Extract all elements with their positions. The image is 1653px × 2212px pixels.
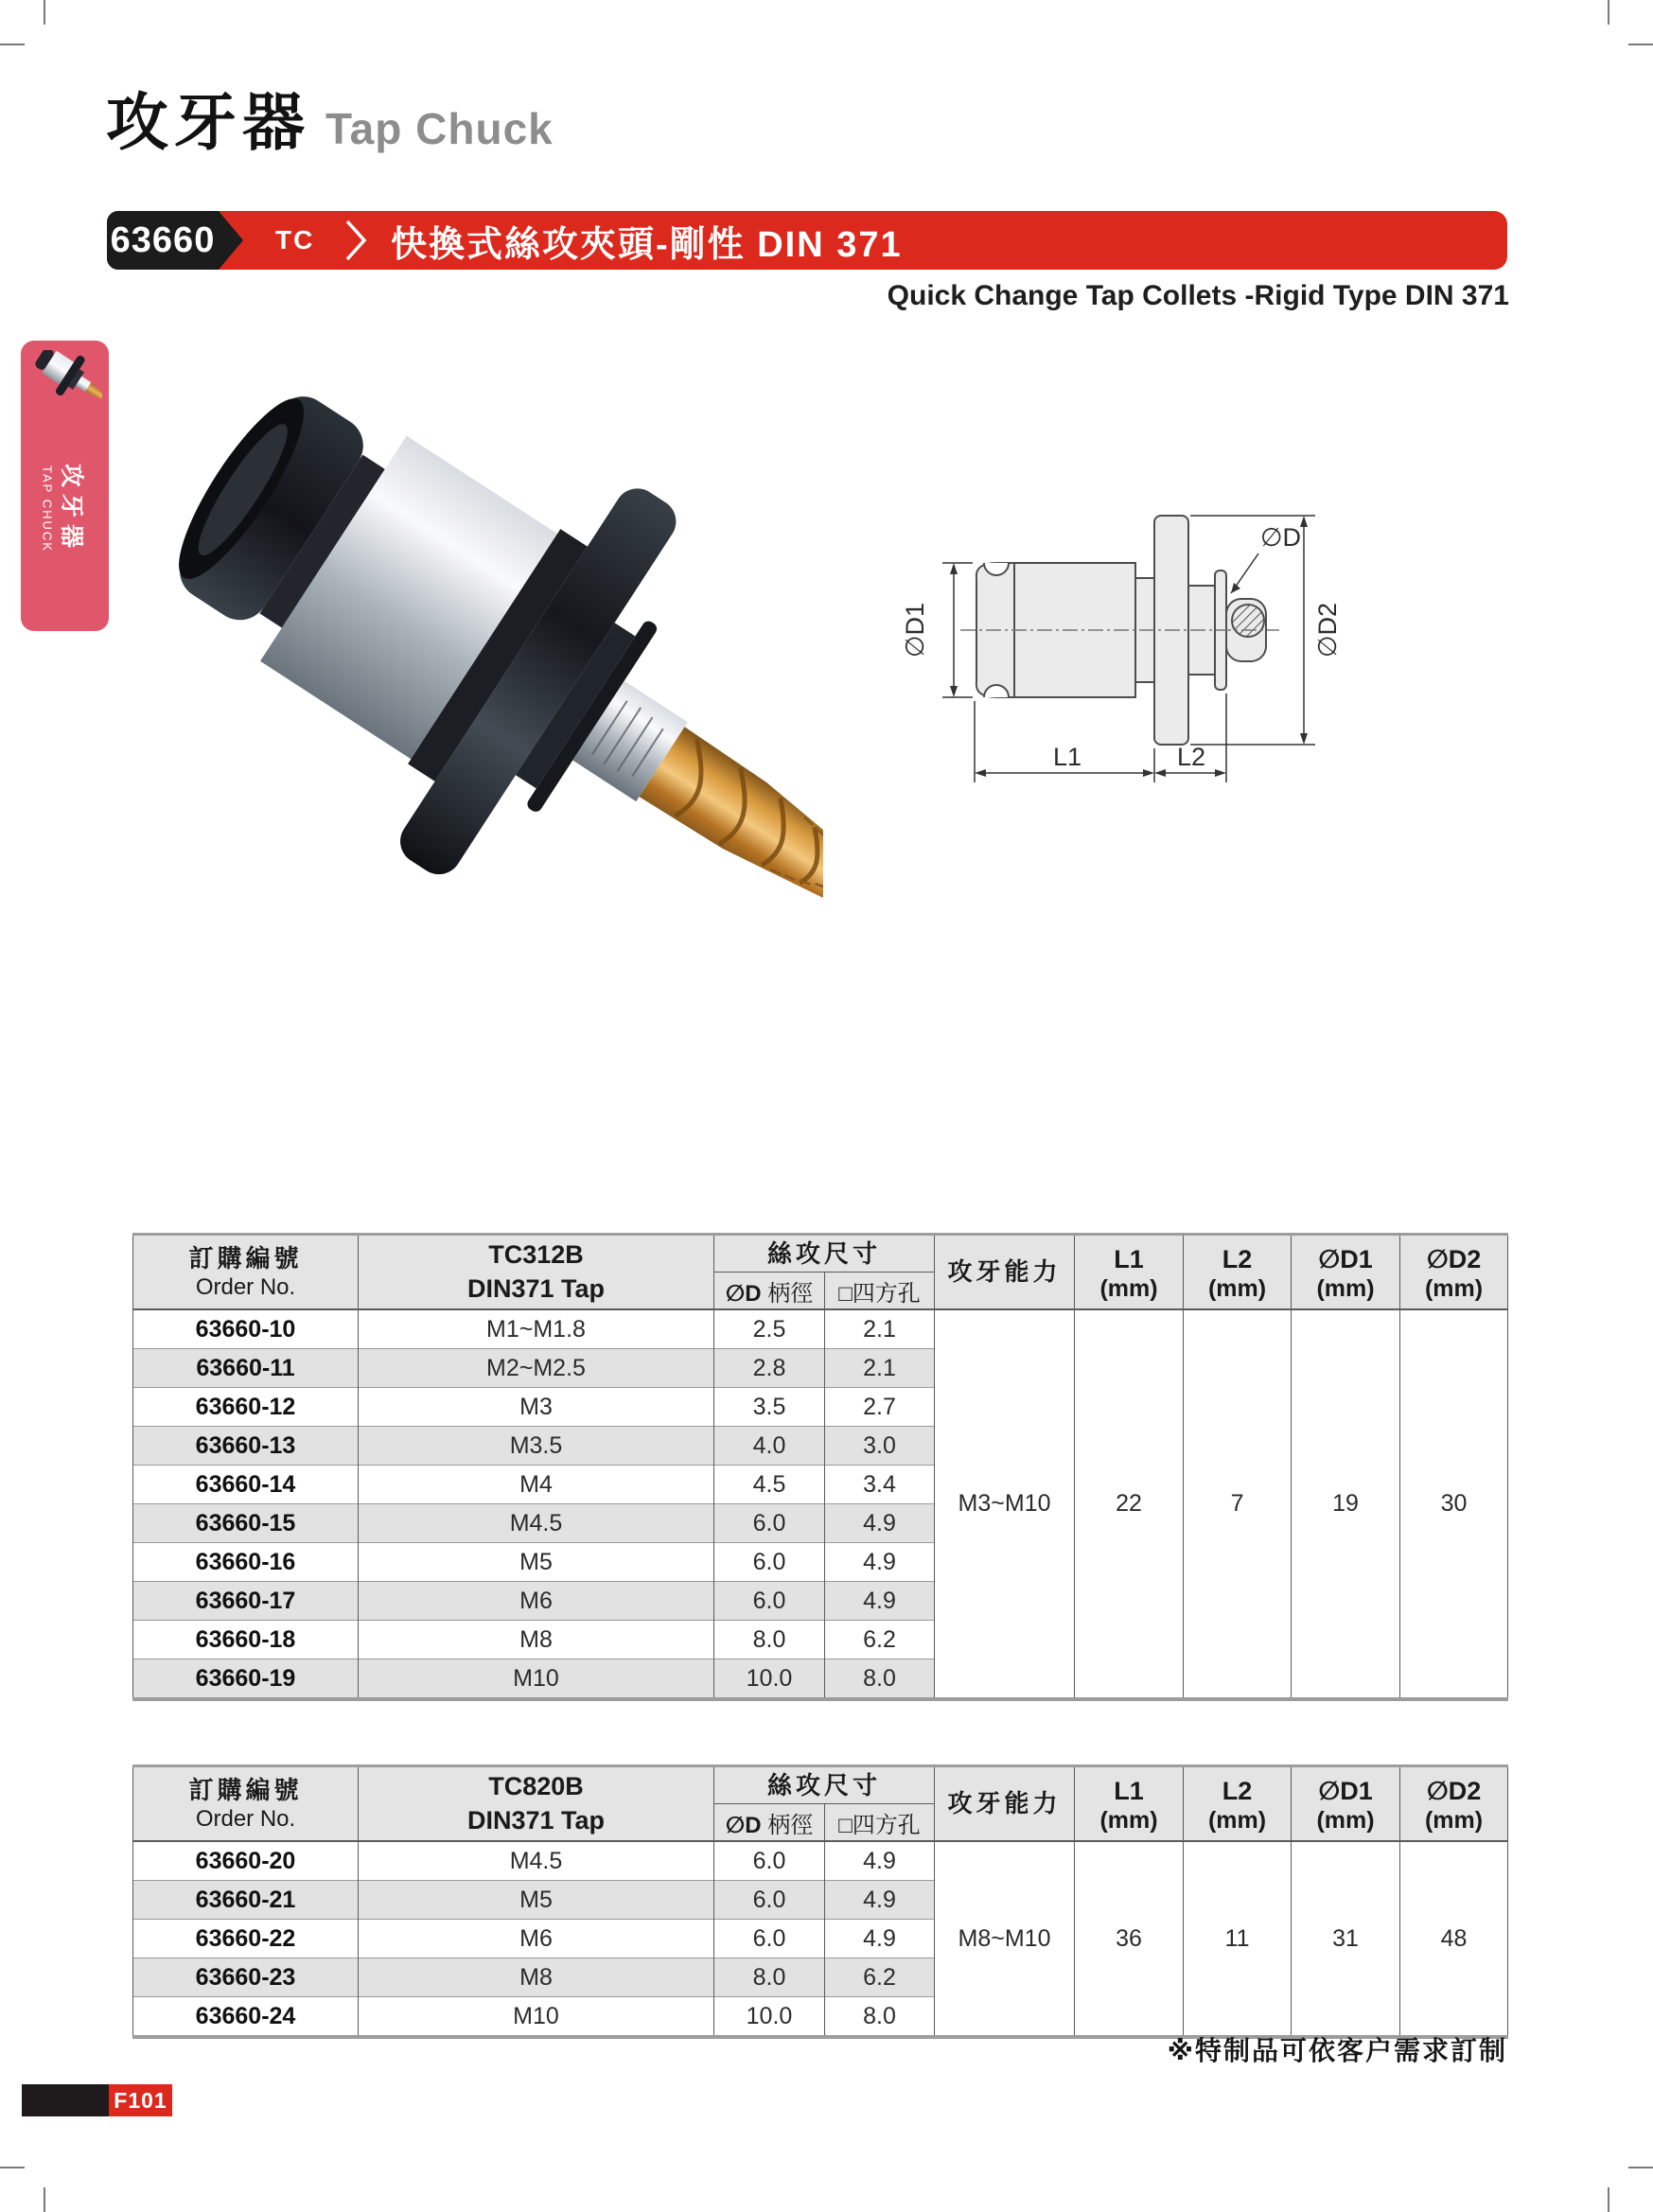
col-header-capacity: 攻牙能力 — [935, 1235, 1075, 1310]
l2-value: 11 — [1184, 1841, 1292, 2037]
square-hole: 4.9 — [825, 1582, 935, 1621]
shank-dia: 10.0 — [714, 1659, 825, 1700]
banner-subtitle-en: Quick Change Tap Collets -Rigid Type DIN 371 — [887, 280, 1509, 311]
square-hole: 4.9 — [825, 1504, 935, 1543]
page-title-zh: 攻牙器 — [106, 87, 310, 157]
col-header-order: 訂購編號 Order No. — [133, 1235, 359, 1310]
page-number-badge — [109, 2084, 172, 2116]
order-no: 63660-24 — [133, 1997, 359, 2038]
order-no: 63660-13 — [133, 1427, 359, 1466]
dim-label-d: ∅D — [1260, 523, 1302, 552]
crop-mark — [1608, 2187, 1609, 2212]
shank-dia: 6.0 — [714, 1543, 825, 1582]
order-no: 63660-22 — [133, 1920, 359, 1958]
dim-label-d2: ∅D2 — [1313, 602, 1342, 658]
shank-dia: 6.0 — [714, 1920, 825, 1958]
d1-value: 31 — [1292, 1841, 1400, 2037]
col-header-capacity: 攻牙能力 — [935, 1766, 1075, 1842]
square-hole: 4.9 — [825, 1841, 935, 1881]
page-title-en: Tap Chuck — [325, 104, 554, 153]
page-title — [106, 72, 554, 162]
tap-size: M8 — [359, 1958, 714, 1997]
col-header-d1: ∅D1 (mm) — [1292, 1235, 1400, 1310]
square-hole: 2.7 — [825, 1388, 935, 1427]
tap-size: M10 — [359, 1659, 714, 1700]
shank-dia: 2.8 — [714, 1349, 825, 1388]
l2-value: 7 — [1184, 1309, 1292, 1699]
crop-mark — [1628, 44, 1653, 45]
shank-dia: 6.0 — [714, 1881, 825, 1920]
tap-size: M4.5 — [359, 1841, 714, 1881]
crop-mark — [0, 2167, 25, 2168]
shank-dia: 6.0 — [714, 1841, 825, 1881]
tap-size: M5 — [359, 1881, 714, 1920]
col-header-l1: L1 (mm) — [1075, 1235, 1184, 1310]
col-header-l2: L2 (mm) — [1184, 1235, 1292, 1310]
col-header-d1: ∅D1 (mm) — [1292, 1766, 1400, 1842]
spec-table-tc820b — [132, 1764, 1508, 2039]
crop-mark — [1608, 0, 1609, 25]
sidebar-label — [40, 464, 90, 554]
shank-dia: 8.0 — [714, 1958, 825, 1997]
tap-size: M3 — [359, 1388, 714, 1427]
col-header-d2: ∅D2 (mm) — [1400, 1766, 1508, 1842]
tap-size: M2~M2.5 — [359, 1349, 714, 1388]
order-no: 63660-11 — [133, 1349, 359, 1388]
order-no: 63660-23 — [133, 1958, 359, 1997]
col-header-shank-dia: ∅D 柄徑 — [714, 1804, 825, 1842]
dim-label-l2: L2 — [1177, 743, 1206, 771]
col-header-d2: ∅D2 (mm) — [1400, 1235, 1508, 1310]
dim-label-l1: L1 — [1053, 743, 1082, 771]
square-hole: 6.2 — [825, 1958, 935, 1997]
sidebar-label-en: TAP CHUCK — [40, 465, 54, 553]
tap-size: M6 — [359, 1920, 714, 1958]
tap-size: M1~M1.8 — [359, 1309, 714, 1349]
tap-size: M3.5 — [359, 1427, 714, 1466]
crop-mark — [0, 44, 25, 45]
shank-dia: 4.5 — [714, 1466, 825, 1504]
col-header-tap-size: 絲攻尺寸 — [714, 1766, 935, 1804]
order-no: 63660-16 — [133, 1543, 359, 1582]
col-header-square-hole: □四方孔 — [825, 1273, 935, 1310]
chevron-icon — [342, 219, 370, 261]
square-hole: 4.9 — [825, 1920, 935, 1958]
square-hole: 8.0 — [825, 1997, 935, 2038]
table-row — [133, 1841, 1508, 1881]
tapping-capacity: M8~M10 — [935, 1841, 1075, 2037]
square-hole: 3.4 — [825, 1466, 935, 1504]
square-hole: 3.0 — [825, 1427, 935, 1466]
dim-label-d1: ∅D1 — [901, 602, 929, 658]
l1-value: 22 — [1075, 1309, 1184, 1699]
order-no: 63660-15 — [133, 1504, 359, 1543]
col-header-tap-size: 絲攻尺寸 — [714, 1235, 935, 1273]
shank-dia: 10.0 — [714, 1997, 825, 2038]
d2-value: 48 — [1400, 1841, 1508, 2037]
tapping-capacity: M3~M10 — [935, 1309, 1075, 1699]
tap-size: M5 — [359, 1543, 714, 1582]
sidebar-label-zh: 攻牙器 — [58, 464, 84, 555]
order-no: 63660-14 — [133, 1466, 359, 1504]
shank-dia: 8.0 — [714, 1621, 825, 1659]
d1-value: 19 — [1292, 1309, 1400, 1699]
shank-dia: 6.0 — [714, 1582, 825, 1621]
footer-bar — [22, 2084, 109, 2116]
col-header-order: 訂購編號 Order No. — [133, 1766, 359, 1842]
shank-dia: 6.0 — [714, 1504, 825, 1543]
sidebar-thumbnail-chuck-icon — [28, 350, 102, 431]
order-no: 63660-17 — [133, 1582, 359, 1621]
order-no: 63660-20 — [133, 1841, 359, 1881]
series-code: TC — [275, 225, 315, 255]
square-hole: 8.0 — [825, 1659, 935, 1700]
tap-size: M6 — [359, 1582, 714, 1621]
page-number: F101 — [114, 2087, 167, 2113]
model-tag-arrow — [219, 211, 243, 270]
crop-mark — [44, 0, 45, 25]
col-header-shank-dia: ∅D 柄徑 — [714, 1273, 825, 1310]
tap-size: M10 — [359, 1997, 714, 2038]
l1-value: 36 — [1075, 1841, 1184, 2037]
table-row — [133, 1309, 1508, 1349]
col-header-l1: L1 (mm) — [1075, 1766, 1184, 1842]
order-no: 63660-18 — [133, 1621, 359, 1659]
order-no: 63660-12 — [133, 1388, 359, 1427]
d2-value: 30 — [1400, 1309, 1508, 1699]
square-hole: 6.2 — [825, 1621, 935, 1659]
col-header-tap-type: TC820B DIN371 Tap — [359, 1766, 714, 1842]
tap-size: M8 — [359, 1621, 714, 1659]
col-header-tap-type: TC312B DIN371 Tap — [359, 1235, 714, 1310]
model-number-tag — [107, 211, 219, 270]
col-header-square-hole: □四方孔 — [825, 1804, 935, 1842]
order-no: 63660-21 — [133, 1881, 359, 1920]
product-banner — [107, 211, 1507, 270]
order-no: 63660-10 — [133, 1309, 359, 1349]
square-hole: 2.1 — [825, 1349, 935, 1388]
banner-title-zh: 快換式絲攻夾頭-剛性 DIN 371 — [391, 224, 903, 265]
spec-table-tc312b — [132, 1233, 1508, 1701]
sidebar-tab — [21, 341, 109, 631]
tap-size: M4.5 — [359, 1504, 714, 1543]
crop-mark — [1628, 2167, 1653, 2168]
custom-order-note: ※特制品可依客户需求訂制 — [1167, 2036, 1507, 2065]
shank-dia: 2.5 — [714, 1309, 825, 1349]
product-photo-tap-chuck — [142, 331, 823, 1116]
dimension-diagram — [870, 487, 1381, 828]
model-number: 63660 — [110, 219, 216, 260]
order-no: 63660-19 — [133, 1659, 359, 1700]
shank-dia: 4.0 — [714, 1427, 825, 1466]
crop-mark — [44, 2187, 45, 2212]
shank-dia: 3.5 — [714, 1388, 825, 1427]
square-hole: 4.9 — [825, 1543, 935, 1582]
col-header-l2: L2 (mm) — [1184, 1766, 1292, 1842]
square-hole: 2.1 — [825, 1309, 935, 1349]
tap-size: M4 — [359, 1466, 714, 1504]
square-hole: 4.9 — [825, 1881, 935, 1920]
